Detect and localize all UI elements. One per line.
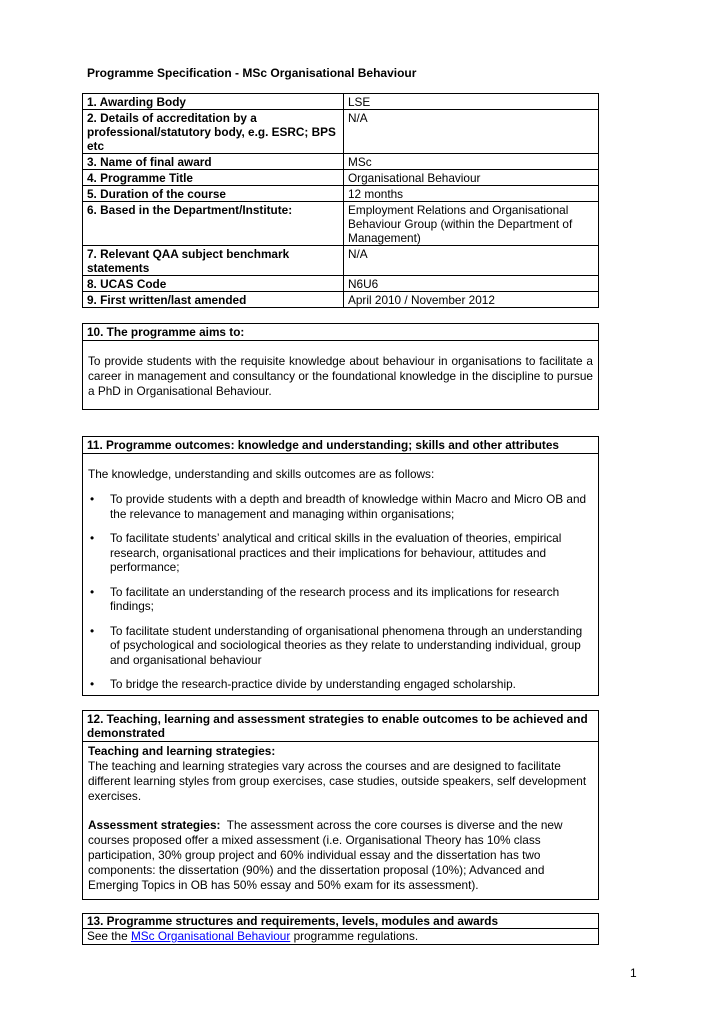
section-13-text-before: See the xyxy=(87,929,128,943)
row-value: 12 months xyxy=(344,186,599,202)
table-row xyxy=(83,202,599,246)
assessment-strategies-heading: Assessment strategies: xyxy=(88,818,221,832)
row-value: Employment Relations and Organisational Behaviour Group (within the Department of Management) xyxy=(344,202,599,246)
list-item: • To facilitate student understanding of organisational phenomena through an understanding of psychological and sociological theories as they relate to understanding individual, group and organisational behaviour xyxy=(88,624,593,668)
section-13-heading: 13. Programme structures and requirements, levels, modules and awards xyxy=(83,914,598,929)
outcomes-list xyxy=(88,492,593,692)
row-label: 3. Name of final award xyxy=(83,154,344,170)
table-row xyxy=(83,186,599,202)
section-13-text-after: programme regulations. xyxy=(293,929,419,943)
row-label: 4. Programme Title xyxy=(83,170,344,186)
row-value: N6U6 xyxy=(344,276,599,292)
section-11-heading: 11. Programme outcomes: knowledge and understanding; skills and other attributes xyxy=(83,437,598,454)
row-value: April 2010 / November 2012 xyxy=(344,292,599,308)
list-item: • To facilitate students’ analytical and critical skills in the evaluation of theories, empirical research, organisational practices and their implications for behaviour, attitudes and performance; xyxy=(88,531,593,575)
assessment-strategies-paragraph xyxy=(88,818,593,893)
table-row xyxy=(83,246,599,276)
section-11-box xyxy=(82,436,599,696)
section-13-text xyxy=(83,929,598,943)
row-label: 9. First written/last amended xyxy=(83,292,344,308)
row-label: 8. UCAS Code xyxy=(83,276,344,292)
table-row xyxy=(83,154,599,170)
row-label: 7. Relevant QAA subject benchmark statements xyxy=(83,246,344,276)
table-row xyxy=(83,276,599,292)
row-value: Organisational Behaviour xyxy=(344,170,599,186)
row-value: N/A xyxy=(344,110,599,154)
row-label: 1. Awarding Body xyxy=(83,94,344,110)
section-10-text: To provide students with the requisite knowledge about behaviour in organisations to facilitate a career in management and consultancy or the foundational knowledge in the discipline to pursue a PhD in Organisational Behaviour. xyxy=(88,354,593,398)
row-label: 2. Details of accreditation by a professional/statutory body, e.g. ESRC; BPS etc xyxy=(83,110,344,154)
document-title: Programme Specification - MSc Organisational Behaviour xyxy=(87,66,417,80)
list-item: • To provide students with a depth and breadth of knowledge within Macro and Micro OB and the relevance to management and managing within organisations; xyxy=(88,492,593,521)
row-label: 6. Based in the Department/Institute: xyxy=(83,202,344,246)
table-row xyxy=(83,94,599,110)
table-row xyxy=(83,110,599,154)
section-12-box xyxy=(82,710,599,900)
row-value: N/A xyxy=(344,246,599,276)
table-row xyxy=(83,170,599,186)
row-value: MSc xyxy=(344,154,599,170)
list-item: • To facilitate an understanding of the research process and its implications for research findings; xyxy=(88,585,593,614)
section-13-box xyxy=(82,913,599,945)
section-11-intro: The knowledge, understanding and skills outcomes are as follows: xyxy=(88,467,435,481)
section-12-heading: 12. Teaching, learning and assessment strategies to enable outcomes to be achieved and demonstrated xyxy=(83,711,598,742)
row-label: 5. Duration of the course xyxy=(83,186,344,202)
programme-info-table xyxy=(82,93,599,308)
table-row xyxy=(83,292,599,308)
assessment-strategies-text: The assessment across the core courses is diverse and the new courses proposed offer a mixed assessment (i.e. Organisational Theory has 10% class participation, 30% group project and 60% individual essay and the dissertation has two components: the dissertation (90%) and the dissertation proposal (10%); Advanced and Emerging Topics in OB has 50% essay and 50% exam for its assessment). xyxy=(88,818,563,892)
list-item: • To bridge the research-practice divide by understanding engaged scholarship. xyxy=(88,677,593,692)
row-value: LSE xyxy=(344,94,599,110)
teaching-strategies-text: The teaching and learning strategies vary across the courses and are designed to facilitate different learning styles from group exercises, case studies, outside speakers, self development exercises. xyxy=(88,759,587,803)
section-10-heading: 10. The programme aims to: xyxy=(83,324,598,341)
section-10-box xyxy=(82,323,599,410)
programme-regulations-link[interactable]: MSc Organisational Behaviour xyxy=(130,929,291,943)
teaching-strategies-heading: Teaching and learning strategies: xyxy=(88,744,276,758)
page-number: 1 xyxy=(630,966,637,980)
